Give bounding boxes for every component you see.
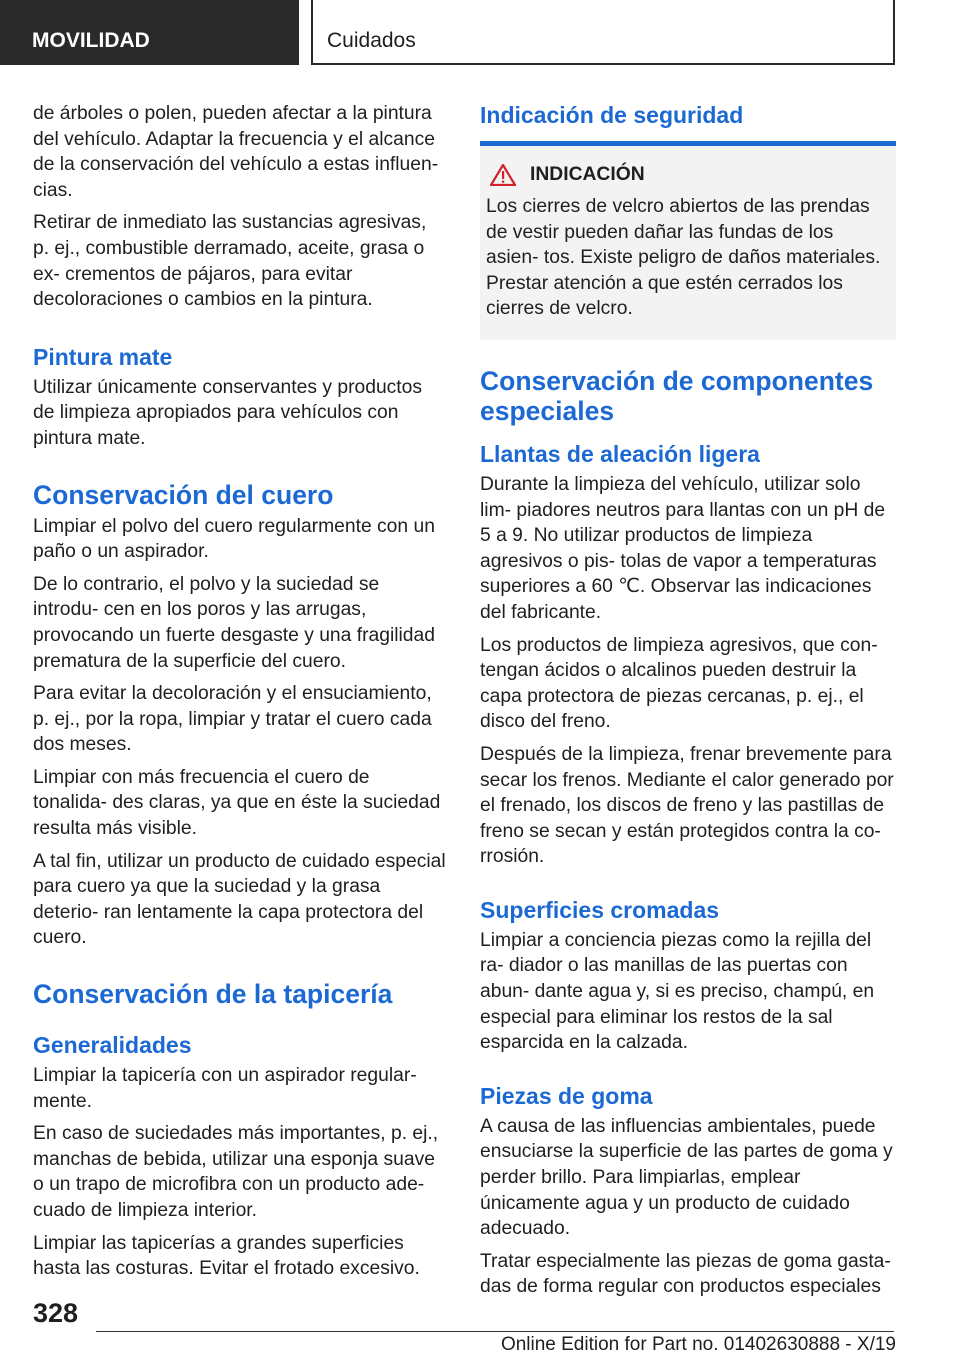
edition-text: Online Edition for Part no. 01402630888 - X/19 bbox=[500, 1334, 896, 1355]
left-column bbox=[33, 101, 447, 1289]
footer-divider bbox=[96, 1331, 894, 1332]
paragraph: Limpiar con más frecuencia el cuero de tonalida‐ des claras, ya que en éste la suciedad resulta más visible. bbox=[33, 766, 441, 840]
paragraph: Durante la limpieza del vehículo, utilizar solo lim‐ piadores neutros para llantas con un pH de 5 a 9. No utilizar productos de limpieza agresivos o pis‐ tolas de vapor a temperaturas superiores a 60 ℃. Observar las indicaciones del fabricante. bbox=[480, 473, 886, 623]
paragraph: Para evitar la decoloración y el ensuciamiento, p. ej., por la ropa, limpiar y tratar el cuero cada dos meses. bbox=[33, 683, 432, 756]
paragraph: Utilizar únicamente conservantes y productos de limpieza apropiados para vehículos con pintura mate. bbox=[33, 376, 423, 449]
heading-conservacion-componentes: Conservación de componentes especiales bbox=[480, 365, 874, 426]
paragraph: Limpiar la tapicería con un aspirador regular‐ mente. bbox=[33, 1065, 417, 1112]
heading-superficies-cromadas: Superficies cromadas bbox=[480, 896, 720, 923]
right-column bbox=[480, 101, 896, 1307]
paragraph: Limpiar el polvo del cuero regularmente con un paño o un aspirador. bbox=[33, 515, 435, 563]
paragraph: En caso de suciedades más importantes, p. ej., manchas de bebida, utilizar una esponja suave o un trapo de microfibra con un producto ade‐ cuado de limpieza interior. bbox=[33, 1123, 439, 1221]
heading-indicacion-seguridad: Indicación de seguridad bbox=[480, 102, 744, 128]
warning-icon bbox=[490, 164, 516, 186]
heading-piezas-goma: Piezas de goma bbox=[480, 1082, 653, 1109]
notice-box bbox=[480, 141, 896, 340]
footer-edition bbox=[501, 1334, 896, 1356]
notice-text: Los cierres de velcro abiertos de las prendas de vestir pueden dañar las fundas de los asien‐ tos. Existe peligro de daños materiales. Prestar atención a que estén cerrados los cierres de velcro. bbox=[486, 196, 881, 320]
notice-header bbox=[486, 162, 888, 188]
heading-conservacion-cuero: Conservación del cuero bbox=[33, 479, 334, 510]
heading-conservacion-tapiceria: Conservación de la tapicería bbox=[33, 979, 393, 1010]
paragraph: De lo contrario, el polvo y la suciedad se introdu‐ cen en los poros y las arrugas, provocando un fuerte desgaste y una fragilidad prematura de la superficie del cuero. bbox=[33, 573, 435, 672]
page-number: 328 bbox=[33, 1298, 79, 1328]
heading-llantas: Llantas de aleación ligera bbox=[480, 440, 760, 467]
section-tab: MOVILIDAD bbox=[0, 0, 299, 65]
paragraph: Tratar especialmente las piezas de goma gasta‐ das de forma regular con productos especiales bbox=[480, 1250, 891, 1298]
paragraph: de árboles o polen, pueden afectar a la pintura del vehículo. Adaptar la frecuencia y el alcance de la conservación del vehículo a estas influen‐ cias. bbox=[33, 103, 439, 201]
paragraph: A causa de las influencias ambientales, puede ensuciarse la superficie de las partes de goma y perder brillo. Para limpiarlas, emplear únicamente agua y un producto de cuidado adecuado. bbox=[480, 1115, 893, 1240]
paragraph: Limpiar a conciencia piezas como la rejilla del ra‐ diador o las manillas de las puertas con abun‐ dante agua y, si es preciso, champú, en especial para eliminar los restos de la sal esparcida en la calzada. bbox=[480, 929, 875, 1054]
notice-label: INDICACIÓN bbox=[530, 164, 645, 185]
paragraph: Los productos de limpieza agresivos, que con‐ tengan ácidos o alcalinos pueden destruir la capa protectora de piezas cercanas, p. ej., el disco del freno. bbox=[480, 634, 878, 733]
chapter-title: Cuidados bbox=[311, 0, 895, 65]
paragraph: Limpiar las tapicerías a grandes superficies hasta las costuras. Evitar el frotado excesivo. bbox=[33, 1232, 420, 1280]
paragraph: Retirar de inmediato las sustancias agresivas, p. ej., combustible derramado, aceite, grasa o ex‐ crementos de pájaros, para evitar decoloraciones o cambios en la pintura. bbox=[33, 212, 427, 311]
heading-pintura-mate: Pintura mate bbox=[33, 343, 173, 370]
paragraph: Después de la limpieza, frenar brevemente para secar los frenos. Mediante el calor generado por el frenado, los discos de freno y las pastillas de freno se secan y están protegidos contra la co‐ rrosión. bbox=[480, 743, 894, 868]
paragraph: A tal fin, utilizar un producto de cuidado especial para cuero ya que la suciedad y la grasa deterio‐ ran lentamente la capa protectora del cuero. bbox=[33, 850, 446, 949]
heading-generalidades: Generalidades bbox=[33, 1032, 192, 1059]
